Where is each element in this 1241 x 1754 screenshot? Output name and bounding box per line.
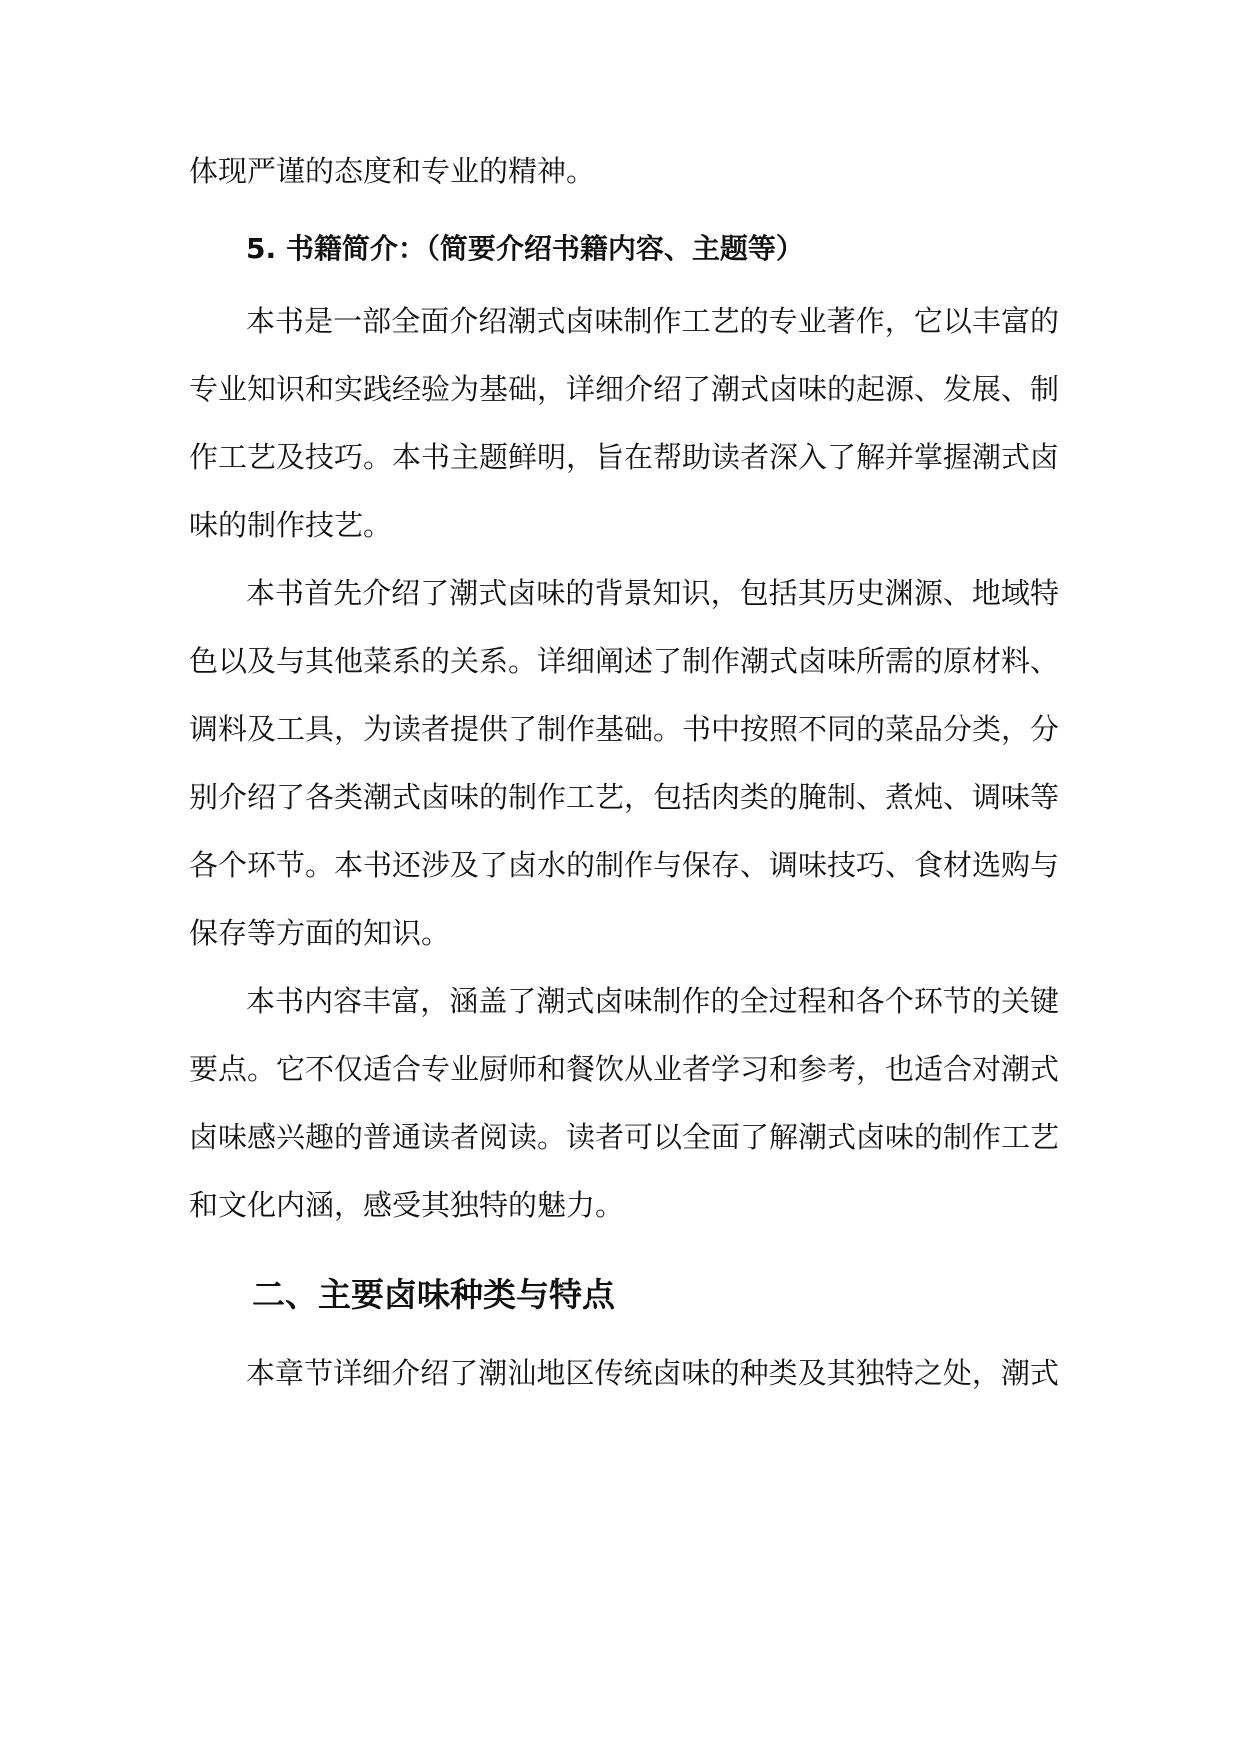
paragraph-line: 本书首先介绍了潮式卤味的背景知识，包括其历史渊源、地域特 (246, 576, 1059, 610)
paragraph-line: 本书是一部全面介绍潮式卤味制作工艺的专业著作，它以丰富的 (246, 304, 1059, 338)
paragraph-line: 作工艺及技巧。本书主题鲜明，旨在帮助读者深入了解并掌握潮式卤 (189, 440, 1060, 474)
paragraph-line: 色以及与其他菜系的关系。详细阐述了制作潮式卤味所需的原材料、 (189, 644, 1060, 678)
paragraph-line: 卤味感兴趣的普通读者阅读。读者可以全面了解潮式卤味的制作工艺 (189, 1120, 1060, 1154)
paragraph-line: 专业知识和实践经验为基础，详细介绍了潮式卤味的起源、发展、制 (189, 372, 1060, 406)
paragraph-line: 各个环节。本书还涉及了卤水的制作与保存、调味技巧、食材选购与 (189, 848, 1060, 882)
paragraph-line: 和文化内涵，感受其独特的魅力。 (189, 1188, 625, 1222)
paragraph-line: 体现严谨的态度和专业的精神。 (189, 154, 596, 188)
paragraph-line: 本书内容丰富，涵盖了潮式卤味制作的全过程和各个环节的关键 (246, 984, 1059, 1018)
paragraph-line: 保存等方面的知识。 (189, 916, 451, 950)
section-heading: 5. 书籍简介：（简要介绍书籍内容、主题等） (246, 232, 804, 265)
chapter-heading: 二、主要卤味种类与特点 (252, 1275, 615, 1314)
paragraph-line: 别介绍了各类潮式卤味的制作工艺，包括肉类的腌制、煮炖、调味等 (189, 780, 1060, 814)
paragraph-line: 味的制作技艺。 (189, 508, 393, 542)
paragraph-line: 本章节详细介绍了潮汕地区传统卤味的种类及其独特之处，潮式 (246, 1356, 1059, 1390)
paragraph-line: 调料及工具，为读者提供了制作基础。书中按照不同的菜品分类，分 (189, 712, 1060, 746)
paragraph-line: 要点。它不仅适合专业厨师和餐饮从业者学习和参考，也适合对潮式 (189, 1052, 1060, 1086)
